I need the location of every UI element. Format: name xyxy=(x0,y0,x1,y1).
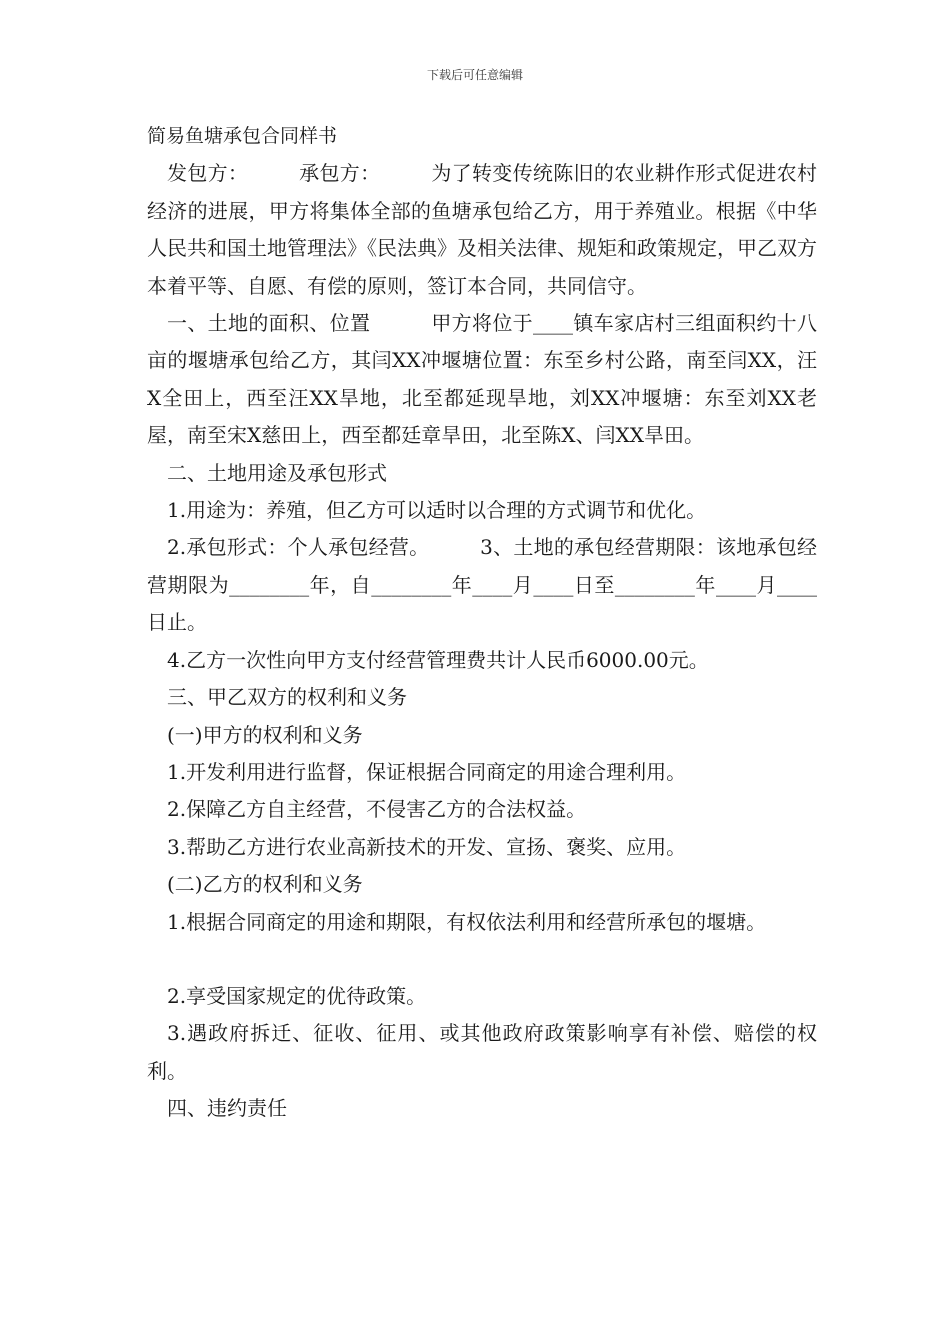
section-heading-liability: 四、违约责任 xyxy=(167,1096,287,1121)
clause-b-2: 2.享受国家规定的优待政策。 xyxy=(167,983,427,1008)
section-heading-rights: 三、甲乙双方的权利和义务 xyxy=(167,685,407,710)
clause-a-1: 1.开发利用进行监督，保证根据合同商定的用途合理利用。 xyxy=(167,759,687,784)
clause-a-2: 2.保障乙方自主经营，不侵害乙方的合法权益。 xyxy=(167,797,587,822)
subsection-party-a: (一)甲方的权利和义务 xyxy=(167,722,363,747)
paragraph-land-location: 一、土地的面积、位置 甲方将位于____镇车家店村三组面积约十八亩的堰塘承包给乙方，其闫XX冲堰塘位置：东至乡村公路，南至闫XX，汪X全田上，西至汪XX旱地，北至都延现旱地，刘XX冲堰塘：东至刘XX老屋，南至宋X慈田上，西至都廷章旱田，北至陈X、闫XX旱田。 xyxy=(147,311,817,448)
clause-use: 1.用途为：养殖，但乙方可以适时以合理的方式调节和优化。 xyxy=(167,498,707,523)
subsection-party-b: (二)乙方的权利和义务 xyxy=(167,872,363,897)
document-title: 简易鱼塘承包合同样书 xyxy=(147,125,338,147)
document-body xyxy=(147,118,817,1128)
header-note: 下载后可任意编辑 xyxy=(426,68,523,82)
clause-a-3: 3.帮助乙方进行农业高新技术的开发、宣扬、褒奖、应用。 xyxy=(167,834,687,859)
clause-b-3: 3.遇政府拆迁、征收、征用、或其他政府政策影响享有补偿、赔偿的权利。 xyxy=(147,1021,817,1083)
paragraph-intro: 发包方： 承包方： 为了转变传统陈旧的农业耕作形式促进农村经济的进展，甲方将集体全部的鱼塘承包给乙方，用于养殖业。根据《中华人民共和国土地管理法》《民法典》及相关法律、规矩和政策规定，甲乙双方本着平等、自愿、有偿的原则，签订本合同，共同信守。 xyxy=(147,161,817,298)
clause-b-1: 1.根据合同商定的用途和期限，有权依法利用和经营所承包的堰塘。 xyxy=(167,909,767,934)
clause-contract-form-term: 2.承包形式：个人承包经营。 3、土地的承包经营期限：该地承包经营期限为________年，自________年____月____日至________年____月____日止。 xyxy=(147,535,817,635)
section-heading-land-use: 二、土地用途及承包形式 xyxy=(167,460,387,485)
clause-fee: 4.乙方一次性向甲方支付经营管理费共计人民币6000.00元。 xyxy=(167,647,709,672)
